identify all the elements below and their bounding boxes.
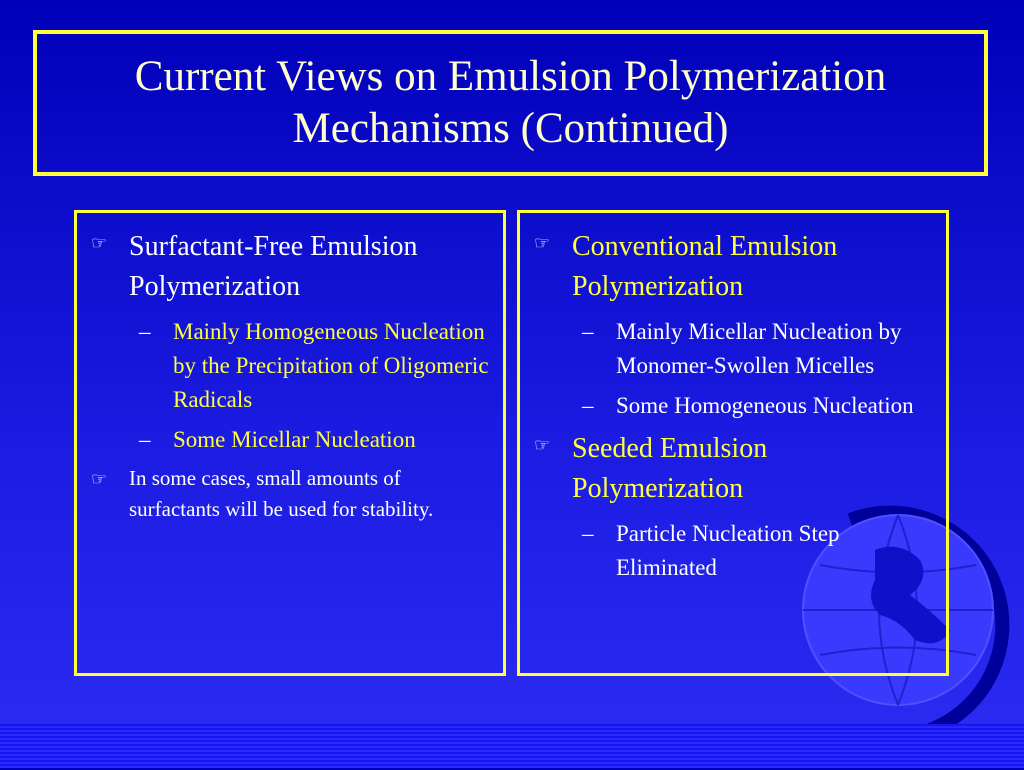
- dash-marker: –: [582, 319, 594, 344]
- dash-marker: –: [582, 521, 594, 546]
- right-panel: [517, 210, 949, 676]
- bullet-item: [91, 227, 491, 307]
- sub-bullet-micellar: Some Micellar Nucleation: [173, 427, 416, 452]
- sub-bullet-item: [582, 389, 934, 423]
- pointing-hand-icon: ☞: [91, 233, 108, 253]
- left-panel: [74, 210, 506, 676]
- bottom-bar: [0, 724, 1024, 768]
- pointing-hand-icon: ☞: [534, 233, 551, 253]
- sub-bullet-homogeneous: Some Homogeneous Nucleation: [616, 393, 914, 418]
- slide-title-line-2: Mechanisms (Continued): [292, 105, 729, 152]
- bullet-text-seeded: Seeded Emulsion Polymerization: [572, 433, 768, 504]
- slide-title-line-1: Current Views on Emulsion Polymerization: [134, 53, 887, 101]
- sub-bullet-item: [139, 423, 491, 457]
- bullet-text-conventional: Conventional Emulsion Polymerization: [572, 231, 838, 302]
- dash-marker: –: [139, 319, 151, 344]
- sub-bullet-item: [582, 517, 934, 585]
- bullet-text-surfactant-note: In some cases, small amounts of surfactants will be used for stability.: [129, 466, 434, 521]
- sub-bullet-micellar-nucleation: Mainly Micellar Nucleation by Monomer-Swollen Micelles: [616, 319, 902, 378]
- title-box: [33, 30, 988, 176]
- sub-bullet-particle-step: Particle Nucleation Step Eliminated: [616, 521, 840, 580]
- bullet-text-surfactant-free: Surfactant-Free Emulsion Polymerization: [129, 231, 418, 302]
- sub-bullet-item: [582, 315, 934, 383]
- bullet-item: [534, 429, 934, 509]
- sub-bullet-homogeneous: Mainly Homogeneous Nucleation by the Precipitation of Oligomeric Radicals: [173, 319, 489, 412]
- sub-bullet-item: [139, 315, 491, 417]
- bullet-item: [91, 463, 491, 525]
- pointing-hand-icon: ☞: [91, 469, 108, 489]
- dash-marker: –: [582, 393, 594, 418]
- dash-marker: –: [139, 427, 151, 452]
- bullet-item: [534, 227, 934, 307]
- pointing-hand-icon: ☞: [534, 435, 551, 455]
